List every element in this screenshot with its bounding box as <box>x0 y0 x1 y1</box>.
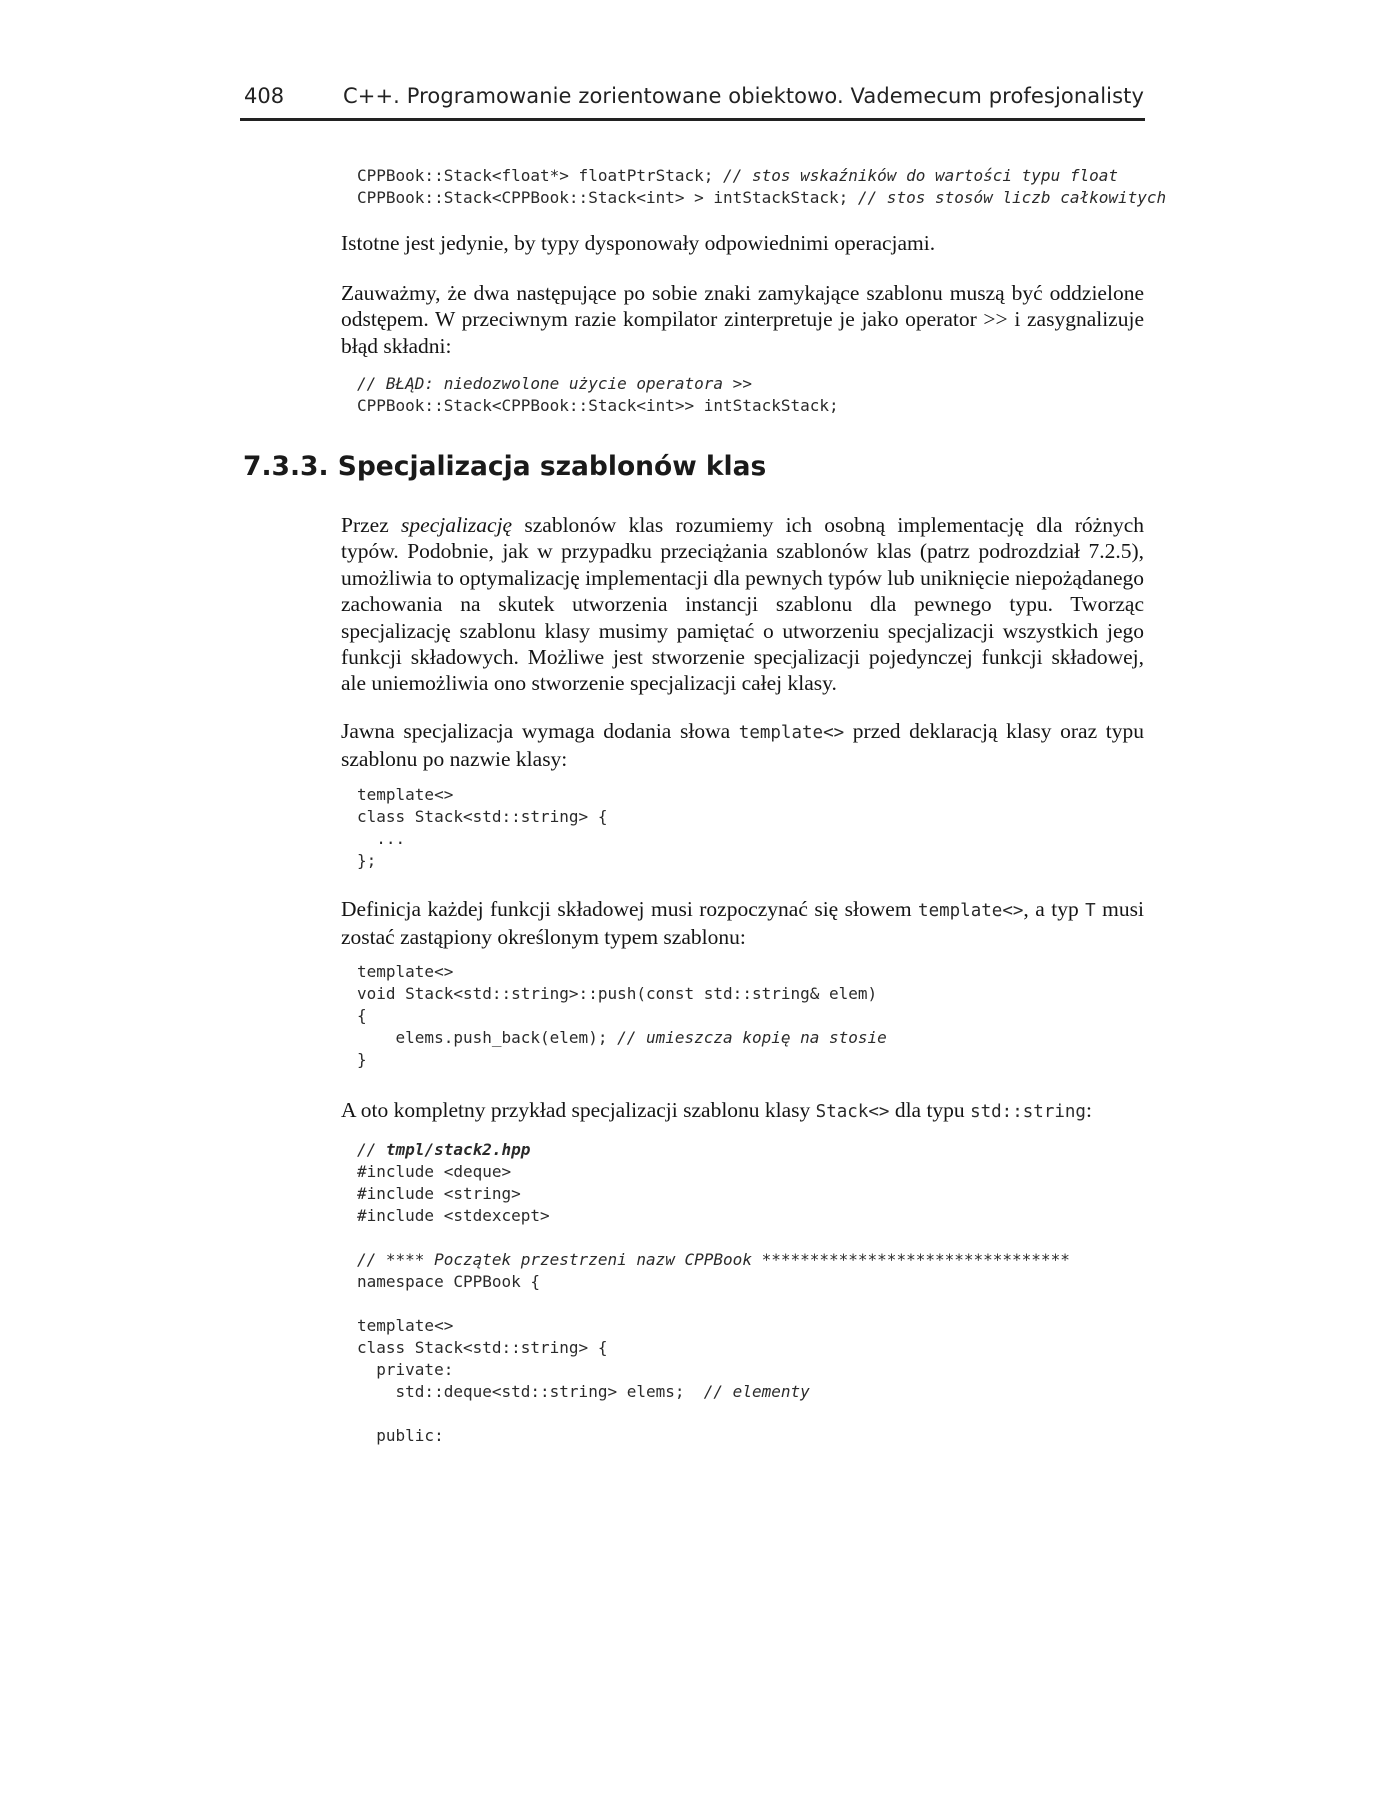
text-run: Jawna specjalizacja wymaga dodania słowa <box>341 719 739 743</box>
inline-code: template<> <box>918 901 1024 921</box>
code-line: namespace CPPBook { <box>357 1272 541 1291</box>
code-block-stack-declarations <box>357 165 1166 209</box>
code-comment: // elementy <box>703 1382 810 1401</box>
inline-code: std::string <box>970 1102 1086 1122</box>
code-comment: // stos stosów liczb całkowitych <box>857 188 1167 207</box>
code-class-block: template<> class Stack<std::string> { private: <box>357 1316 608 1379</box>
page-header <box>240 84 1145 121</box>
paragraph-specialization-intro <box>341 512 1144 697</box>
code-line: void Stack<std::string>::push(const std::string& elem) <box>357 984 878 1003</box>
code-comment: // stos wskaźników do wartości typu float <box>723 166 1118 185</box>
paragraph-operations: Istotne jest jedynie, by typy dysponowały odpowiednimi operacjami. <box>341 231 936 255</box>
emphasized-term: specjalizację <box>401 513 513 537</box>
text-run: dla typu <box>889 1098 971 1122</box>
code-line: { <box>357 1006 367 1025</box>
code-block-push-definition <box>357 961 887 1071</box>
text-run: Przez <box>341 513 402 537</box>
text-run: Definicja każdej funkcji składowej musi rozpoczynać się słowem <box>341 897 919 921</box>
code-comment-stars: ******************************** <box>761 1250 1070 1269</box>
code-block-error-example <box>357 373 839 417</box>
code-comment: // umieszcza kopię na stosie <box>617 1028 887 1047</box>
text-run: przed deklaracją klasy oraz typu szablonu po nazwie klasy: <box>341 719 1144 772</box>
code-line: template<> <box>357 962 454 981</box>
text-run: szablonów klas rozumiemy ich osobną implementację dla różnych typów. Podobnie, jak w przypadku przeciążania szablonów klas (patrz podrozdział 7.2.5), umożliwia to optymalizację implementacji dla pewnych typów lub uniknięcie niepożądanego zachowania na skutek utworzenia instancji szablonu dla pewnego typu. Tworząc specjalizację szablonu klasy musimy pamiętać o utworzeniu specjalizacji wszystkich jego funkcji składowych. Możliwe jest stworzenie specjalizacji pojedynczej funkcji składowej, ale uniemożliwia ono stworzenie specjalizacji całej klasy. <box>341 513 1145 696</box>
code-line: public: <box>357 1426 444 1445</box>
inline-code: template<> <box>738 723 845 743</box>
section-heading: 7.3.3. Specjalizacja szablonów klas <box>243 451 767 482</box>
code-block-stack2-listing <box>357 1139 1070 1447</box>
code-comment: // <box>357 1140 386 1159</box>
code-line: } <box>357 1050 367 1069</box>
running-title: C++. Programowanie zorientowane obiektowo. Vademecum profesjonalisty <box>343 84 1144 108</box>
code-line: elems.push_back(elem); <box>357 1028 618 1047</box>
text-run: A oto kompletny przykład specjalizacji szablonu klasy <box>341 1098 816 1122</box>
paragraph-member-definition <box>341 896 1144 951</box>
text-run: , a typ <box>1023 897 1086 921</box>
code-filename: tmpl/stack2.hpp <box>385 1140 531 1159</box>
text-run: : <box>1085 1098 1092 1122</box>
code-comment: // **** Początek przestrzeni nazw CPPBook <box>357 1250 762 1269</box>
inline-code: T <box>1085 901 1096 921</box>
paragraph-complete-example <box>341 1097 1144 1125</box>
paragraph-explicit-specialization <box>341 718 1144 773</box>
paragraph-closing-brackets: Zauważmy, że dwa następujące po sobie znaki zamykające szablonu muszą być oddzielone odstępem. W przeciwnym razie kompilator zinterpretuje je jako operator >> i zasygnalizuje błąd składni: <box>341 281 1144 358</box>
code-line: CPPBook::Stack<CPPBook::Stack<int>> intStackStack; <box>357 396 839 415</box>
page-number: 408 <box>244 84 285 108</box>
text-run: musi zostać zastąpiony określonym typem szablonu: <box>341 897 1144 950</box>
code-comment: // BŁĄD: niedozwolone użycie operatora >> <box>357 374 752 393</box>
code-line: CPPBook::Stack<CPPBook::Stack<int> > intStackStack; <box>357 188 858 207</box>
code-line: CPPBook::Stack<float*> floatPtrStack; <box>357 166 724 185</box>
code-block-class-specialization: template<> class Stack<std::string> { ... }; <box>357 785 608 870</box>
inline-code: Stack<> <box>815 1102 890 1122</box>
code-includes: #include <deque> #include <string> #include <stdexcept> <box>357 1162 550 1225</box>
code-line: std::deque<std::string> elems; <box>357 1382 704 1401</box>
